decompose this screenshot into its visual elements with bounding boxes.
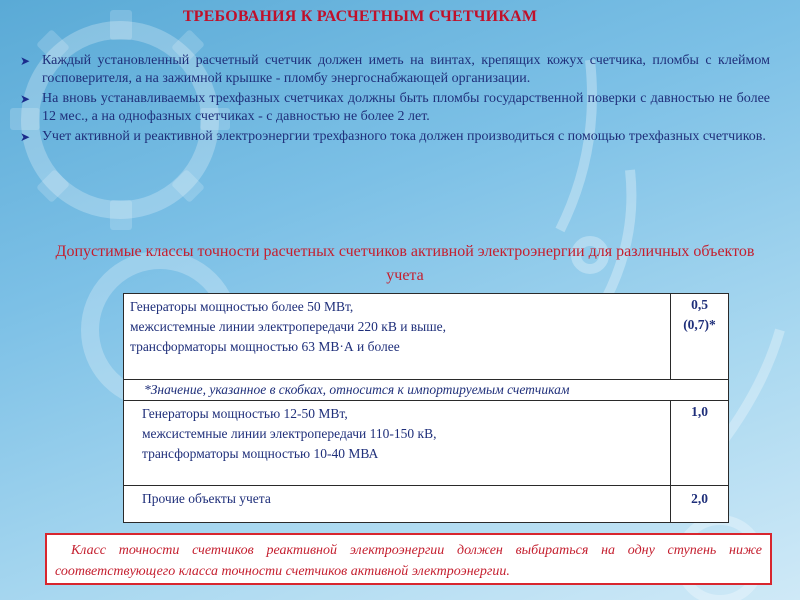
object-description-cell — [124, 486, 671, 523]
page-title: ТРЕБОВАНИЯ К РАСЧЕТНЫМ СЧЕТЧИКАМ — [182, 8, 538, 25]
description-line: Генераторы мощностью более 50 МВт, — [130, 299, 354, 314]
description-line: трансформаторы мощностью 10-40 МВА — [142, 446, 379, 461]
list-item — [20, 90, 770, 126]
table-row — [124, 486, 729, 523]
footnote: *Значение, указанное в скобках, относится к импортируемым счетчикам — [124, 380, 729, 401]
description-line: Генераторы мощностью 12-50 МВт, — [142, 406, 348, 421]
table-row — [124, 401, 729, 486]
accuracy-class-table — [123, 293, 729, 523]
table-note-row — [124, 380, 729, 401]
list-item-text: На вновь устанавливаемых трехфазных счетчиках должны быть пломбы государственной поверки с давностью не более 12 мес., а на однофазных счетчиках - с давностью не более 2 лет. — [42, 91, 770, 124]
bullet-arrow-icon: ➤ — [20, 92, 31, 106]
accuracy-class-cell — [671, 401, 729, 486]
table-row — [124, 294, 729, 380]
description-line: межсистемные линии электропередачи 110-150 кВ, — [142, 426, 437, 441]
list-item — [20, 52, 770, 88]
accuracy-value: 1,0 — [691, 404, 708, 419]
description-line: межсистемные линии электропередачи 220 кВ и выше, — [130, 319, 447, 334]
list-item — [20, 128, 770, 146]
requirements-list — [20, 52, 770, 148]
bullet-arrow-icon: ➤ — [20, 130, 31, 144]
accuracy-value: 0,5 — [691, 297, 708, 312]
reactive-energy-note-text: Класс точности счетчиков реактивной электроэнергии должен выбираться на одну ступень ниже соответствующего класса точности счетчиков активной электроэнергии. — [55, 543, 762, 579]
bullet-arrow-icon: ➤ — [20, 54, 31, 68]
accuracy-class-cell — [671, 294, 729, 380]
description-line: Прочие объекты учета — [142, 491, 271, 506]
object-description-cell — [124, 294, 671, 380]
accuracy-class-cell — [671, 486, 729, 523]
reactive-energy-note — [45, 533, 772, 585]
description-line: трансформаторы мощностью 63 МВ·А и более — [130, 339, 400, 354]
object-description-cell — [124, 401, 671, 486]
accuracy-value-import: (0,7)* — [683, 317, 716, 332]
list-item-text: Учет активной и реактивной электроэнергии трехфазного тока должен производиться с помощью трехфазных счетчиков. — [42, 129, 766, 144]
table-heading: Допустимые классы точности расчетных счетчиков активной электроэнергии для различных объектов учета — [55, 243, 755, 284]
accuracy-value: 2,0 — [691, 491, 708, 506]
list-item-text: Каждый установленный расчетный счетчик должен иметь на винтах, крепящих кожух счетчика, пломбы с клеймом госповерителя, а на зажимной крышке - пломбу энергоснабжающей организации. — [42, 53, 770, 86]
